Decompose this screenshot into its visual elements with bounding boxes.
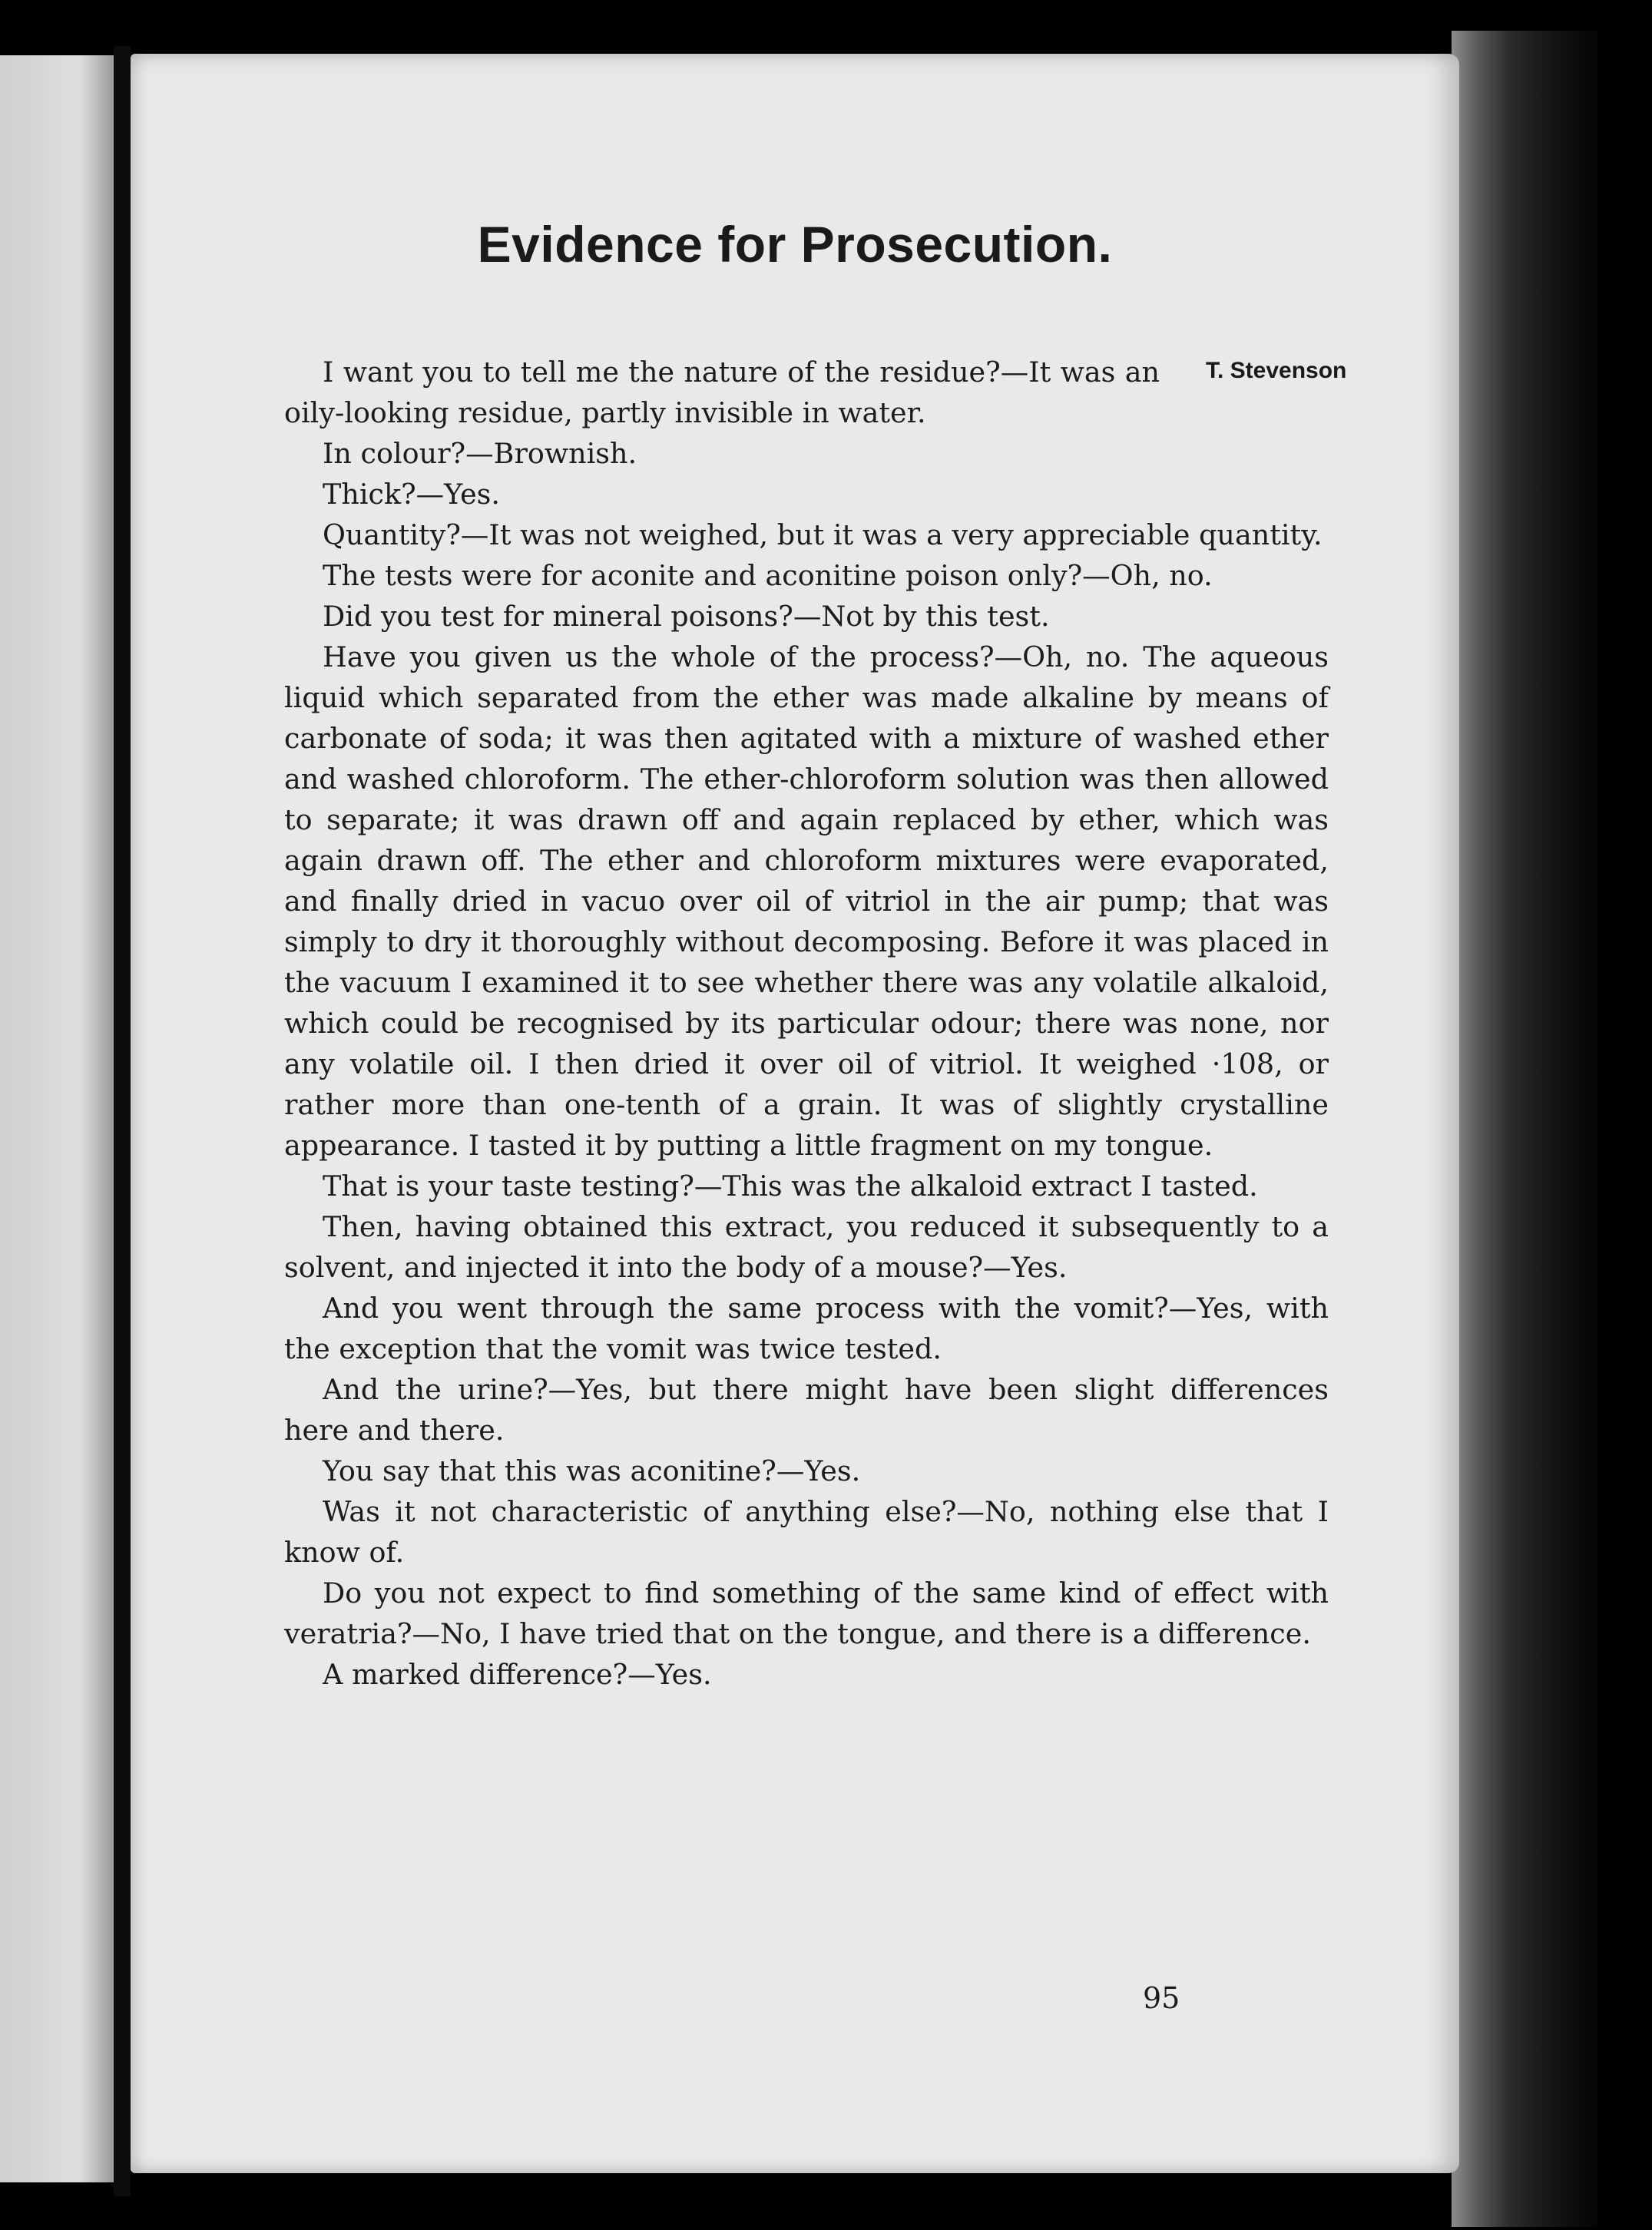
left-page-edge (0, 55, 114, 2182)
book-spine-edge (1452, 31, 1597, 2227)
paragraph: I want you to tell me the nature of the residue?—It was an oily-looking residue, partly invisible in water. (284, 356, 1160, 429)
paragraph: Thick?—Yes. (323, 478, 501, 511)
paragraph: You say that this was aconitine?—Yes. (323, 1454, 861, 1487)
paragraph: That is your taste testing?—This was the alkaloid extract I tasted. (323, 1170, 1258, 1203)
book-page (131, 54, 1459, 2173)
paragraph: In colour?—Brownish. (323, 437, 637, 470)
paragraph: And you went through the same process with the vomit?—Yes, with the exception that the vomit was twice tested. (284, 1292, 1329, 1365)
paragraph: The tests were for aconite and aconitine poison only?—Oh, no. (323, 559, 1213, 592)
page-title: Evidence for Prosecution. (477, 216, 1113, 273)
page-body (284, 352, 1329, 1695)
margin-note: T. Stevenson (1206, 358, 1347, 383)
paragraph: Do you not expect to find something of the same kind of effect with veratria?—No, I have tried that on the tongue, and there is a difference. (284, 1577, 1329, 1650)
paragraph: Quantity?—It was not weighed, but it was a very appreciable quantity. (323, 518, 1323, 551)
book-gutter (114, 46, 131, 2196)
paragraph: A marked difference?—Yes. (323, 1658, 712, 1691)
paragraph: Did you test for mineral poisons?—Not by this test. (323, 600, 1050, 633)
page-number: 95 (1143, 1981, 1180, 2015)
paragraph: And the urine?—Yes, but there might have been slight differences here and there. (284, 1373, 1329, 1447)
paragraph: Then, having obtained this extract, you reduced it subsequently to a solvent, and injected it into the body of a mouse?—Yes. (284, 1210, 1329, 1284)
paragraph: Was it not characteristic of anything else?—No, nothing else that I know of. (284, 1495, 1329, 1569)
paragraph: Have you given us the whole of the process?—Oh, no. The aqueous liquid which separated from the ether was made alkaline by means of carbonate of soda; it was then agitated with a mixture of washed ether and washed chloroform. The ether-chloroform solution was then allowed to separate; it was drawn off and again replaced by ether, which was again drawn off. The ether and chloroform mixtures were evaporated, and finally dried in vacuo over oil of vitriol in the air pump; that was simply to dry it thoroughly without decomposing. Before it was placed in the vacuum I examined it to see whether there was any volatile alkaloid, which could be recognised by its particular odour; there was none, nor any volatile oil. I then dried it over oil of vitriol. It weighed ·108, or rather more than one-tenth of a grain. It was of slightly crystalline appearance. I tasted it by putting a little fragment on my tongue. (284, 640, 1329, 1162)
